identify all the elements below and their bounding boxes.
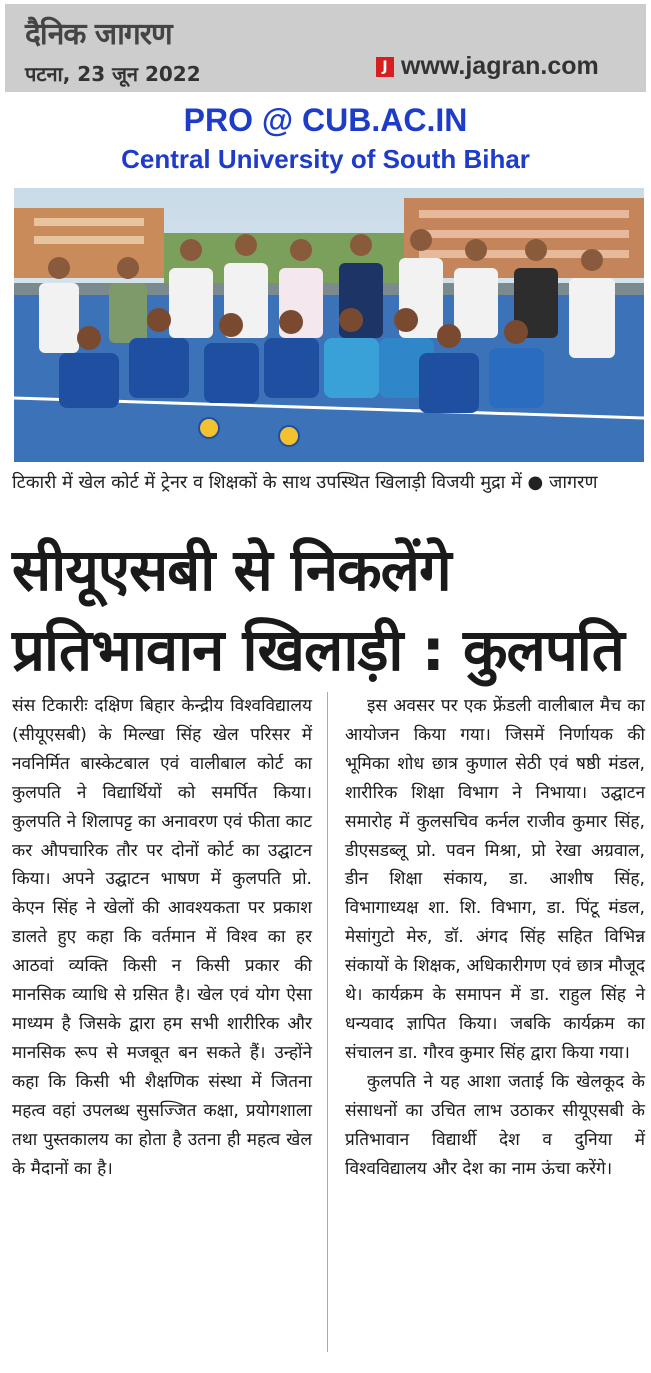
newspaper-title: दैनिक जागरण — [25, 17, 172, 52]
article-column-right — [345, 692, 645, 1183]
article-paragraph: इस अवसर पर एक फ्रेंडली वालीबाल मैच का आयोजन किया गया। जिसमें निर्णायक की भूमिका शोध छात्र कुणाल सेठी एवं षष्ठी मंडल, शारीरिक शिक्षा विभाग ने निभाया। उद्घाटन समारोह में कुलसचिव कर्नल राजीव कुमार सिंह, डीएसडब्लू प्रो. पवन मिश्रा, प्रो रेखा अग्रवाल, डीन शिक्षा संकाय, डा. आशीष सिंह, विभागाध्यक्ष शा. शि. विभाग, डा. पिंटू मंडल, मेसांगुटो मेरु, डॉ. अंगद सिंह सहित विभिन्न संकायों के शिक्षक, अधिकारीगण एवं छात्र मौजूद थे। कार्यक्रम के समापन में डा. राहुल सिंह ने धन्यवाद ज्ञापित किया। जबकि कार्यक्रम का संचालन डा. गौरव कुमार सिंह द्वारा किया गया। — [345, 696, 645, 1063]
university-name: Central University of South Bihar — [121, 144, 530, 174]
article-paragraph: कुलपति ने यह आशा जताई कि खेलकूद के संसाधनों का उचित लाभ उठाकर सीयूएसबी के प्रतिभावान विद्यार्थी देश व दुनिया में विश्वविद्यालय और देश का नाम ऊंचा करेंगे। — [345, 1071, 645, 1179]
headline-line-1: सीयूएसबी से निकलेंगे — [12, 536, 451, 604]
article-paragraph: संस टिकारीः दक्षिण बिहार केन्द्रीय विश्वविद्यालय (सीयूएसबी) के मिल्खा सिंह खेल परिसर में नवनिर्मित बास्केटबाल एवं वालीबाल कोर्ट का कुलपति ने विद्यार्थियों को समर्पित किया। कुलपति ने शिलापट्ट का अनावरण एवं फीता काट कर औपचारिक तौर पर दोनों कोर्ट का उद्घाटन किया। अपने उद्घाटन भाषण में कुलपति प्रो. केएन सिंह ने खेलों की आवश्यकता पर प्रकाश डालते हुए कहा कि वर्तमान में विश्व का हर आठवां व्यक्ति किसी न किसी प्रकार की मानसिक व्याधि से ग्रसित है। खेल एवं योग ऐसा माध्यम है जिसके द्वारा हम सभी शारीरिक और मानसिक रूप से मजबूत बन सकते हैं। उन्होंने कहा कि किसी भी शैक्षणिक संस्था में जितना महत्व वहां उपलब्ध सुसज्जित कक्षा, प्रयोगशाला तथा पुस्तकालय का होता है उतना ही महत्व खेल के मैदानों का है। — [12, 696, 312, 1179]
pro-email: PRO @ CUB.AC.IN — [183, 102, 468, 138]
team-photo-illustration — [14, 188, 644, 462]
column-divider — [327, 692, 328, 1352]
website-url: www.jagran.com — [401, 52, 599, 80]
newspaper-masthead — [5, 4, 646, 92]
jagran-logo-icon: J — [376, 57, 394, 77]
news-photo — [14, 188, 644, 462]
headline-line-2: प्रतिभावान खिलाड़ी : कुलपति — [12, 616, 624, 684]
photo-caption: टिकारी में खेल कोर्ट में ट्रेनर व शिक्षकों के साथ उपस्थित खिलाड़ी विजयी मुद्रा में ● जागरण — [12, 472, 598, 493]
article-column-left — [12, 692, 312, 1183]
edition-date: पटना, 23 जून 2022 — [25, 62, 201, 86]
